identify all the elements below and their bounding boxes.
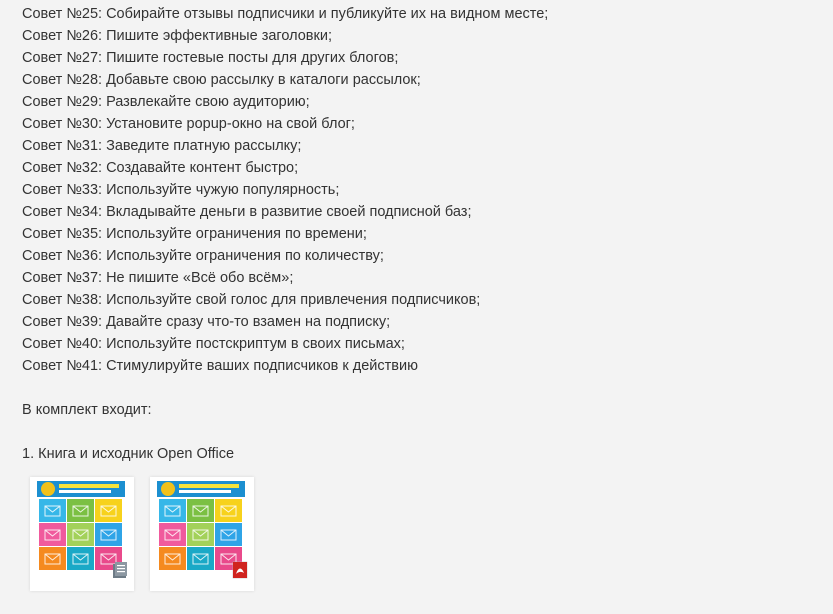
- tip-item: Совет №26: Пишите эффективные заголовки;: [22, 28, 332, 44]
- tip-item: Совет №39: Давайте сразу что-то взамен на подписку;: [22, 314, 391, 330]
- tip-item: Совет №32: Создавайте контент быстро;: [22, 160, 299, 176]
- tip-item: Совет №41: Стимулируйте ваших подписчиков к действию: [22, 358, 418, 374]
- tip-item: Совет №31: Заведите платную рассылку;: [22, 138, 302, 154]
- kit-heading: В комплект входит:: [22, 402, 152, 418]
- tip-item: Совет №40: Используйте постскриптум в своих письмах;: [22, 336, 405, 352]
- cover-art: [157, 481, 245, 573]
- cover-tile: [215, 523, 242, 546]
- document-icon: [112, 561, 128, 579]
- cover-tile: [67, 523, 94, 546]
- article-content: [22, 3, 822, 597]
- cover-tile: [95, 523, 122, 546]
- cover-tile: [187, 523, 214, 546]
- book-cover-image[interactable]: [150, 477, 254, 591]
- cover-tile: [39, 547, 66, 570]
- tip-item: Совет №30: Установите popup-окно на свой блог;: [22, 116, 355, 132]
- cover-tile: [159, 499, 186, 522]
- tip-item: Совет №34: Вкладывайте деньги в развитие своей подписной баз;: [22, 204, 472, 220]
- cover-tile: [39, 523, 66, 546]
- tip-item: Совет №29: Развлекайте свою аудиторию;: [22, 94, 310, 110]
- cover-tile: [159, 523, 186, 546]
- tip-item: Совет №33: Используйте чужую популярность;: [22, 182, 340, 198]
- pdf-icon: [232, 561, 248, 579]
- book-cover-image[interactable]: [30, 477, 134, 591]
- kit-item-book: 1. Книга и исходник Open Office: [22, 446, 235, 462]
- cover-caption: [150, 579, 254, 589]
- cover-tile: [159, 547, 186, 570]
- tip-item: Совет №38: Используйте свой голос для привлечения подписчиков;: [22, 292, 481, 308]
- cover-art: [37, 481, 125, 573]
- tip-item: Совет №25: Собирайте отзывы подписчики и публикуйте их на видном месте;: [22, 6, 549, 22]
- cover-tile: [39, 499, 66, 522]
- cover-tile: [95, 499, 122, 522]
- product-images: [22, 477, 822, 597]
- tip-item: Совет №28: Добавьте свою рассылку в каталоги рассылок;: [22, 72, 421, 88]
- cover-tile: [215, 499, 242, 522]
- cover-tile: [187, 499, 214, 522]
- tip-item: Совет №36: Используйте ограничения по количеству;: [22, 248, 384, 264]
- tip-item: Совет №37: Не пишите «Всё обо всём»;: [22, 270, 294, 286]
- cover-tile: [187, 547, 214, 570]
- tip-item: Совет №35: Используйте ограничения по времени;: [22, 226, 367, 242]
- cover-tile: [67, 547, 94, 570]
- cover-tile: [67, 499, 94, 522]
- cover-caption: [30, 579, 134, 589]
- tips-list: [22, 3, 822, 377]
- tip-item: Совет №27: Пишите гостевые посты для других блогов;: [22, 50, 399, 66]
